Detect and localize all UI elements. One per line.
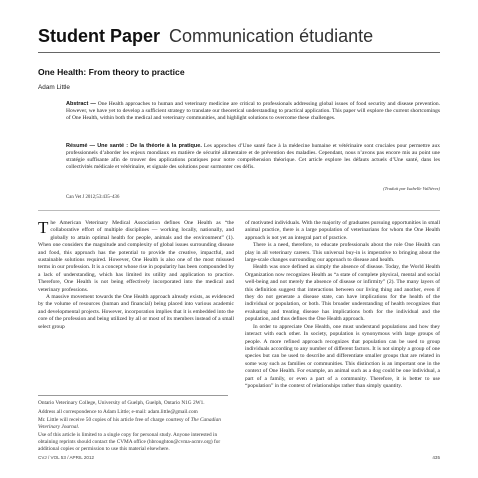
footnote-usage: Use of this article is limited to a single copy for personal study. Anyone interested in obtaining reprints should contact the CVMA office (hbroughton@cvma-acmv.org) for additional copies or permission to use this material elsewhere. [38,432,221,452]
footnote-reprints: Mr. Little will receive 50 copies of his article free of charge courtesy of The Canadian Veterinary Journal. [38,417,221,430]
article-author: Adam Little [38,84,70,91]
section-title-french: Communication étudiante [169,26,374,46]
body-paragraph: Health was once defined as simply the absence of disease. Today, the World Health Organization now recognizes Health as “a state of complete physical, mental and social well-being and not merely the absence of disease or infirmity” (2). The many layers of this definition suggest that interactions between our living thing and another, even if they do not generate a disease state, can have implications for the health of the individual or population, or both. This broader understanding of health recognizes that evaluating and treating disease has implications both for the individual and the population, and thus defines the One Health approach. [245,264,440,323]
section-title-english: Student Paper [38,26,161,46]
translator-credit: (Traduit par Isabelle Vallières) [383,186,440,191]
body-column-left [38,220,234,331]
page-number: 435 [432,455,440,460]
body-divider [38,210,440,211]
article-title: One Health: From theory to practice [38,67,185,77]
body-paragraph: The American Veterinary Medical Association defines One Health as “the collaborative effort of multiple disciplines — working locally, nationally, and globally to attain optimal health for people, animals and the environment” (1). When one considers the magnitude and complexity of global issues surrounding disease and food, this approach has the potential to provide the creative, impactful, and sustainable solutions required. However, One Health is also one of the most misused terms in our profession. It is a concept whose rise in popularity has been compounded by a lack of understanding, which has limited its utility and application to practice. Therefore, One Health is not being effectively incorporated into the medical and veterinary professions. [38,218,234,293]
abstract-french-lead: Résumé — Une santé : De la théorie à la pratique. [66,143,202,149]
abstract-french-text: Les approches d’Une santé face à la médecine humaine et vétérinaire sont cruciales pour permettre aux professionnels d’aborder les enjeux mondiaux en matière de sécurité alimentaire et de prévention des maladies. Cependant, nous n’avons pas encore mis au point une stratégie suffisante afin de trouver des applications pratiques pour notre compréhension théorique. Cet article explore les défauts actuels d’Une santé, dans les collectivités médicale et vétérinaire, et signale des solutions pour surmonter ces défis. [66,143,440,171]
abstract-english-text: One Health approaches to human and veterinary medicine are critical to professionals addressing global issues of food security and disease prevention. However, we have yet to develop a sufficient strategy to translate our theoretical understanding to practical application. This paper will explore the current shortcomings of One Health, within both the medical and veterinary communities, and highlight solutions to overcome these challenges. [66,101,441,122]
footnotes [38,400,234,454]
page-footer [38,455,440,460]
body-paragraph: A massive movement towards the One Health approach already exists, as evidenced by the volume of resources (human and financial) being placed into various academic and developmental projects. However, incorporation implies that it is embedded into the core of the profession and being utilized by all or most of its members instead of a small select group [38,294,234,330]
section-header [38,26,373,47]
footnote-address: Address all correspondence to Adam Little; e-mail: adam.little@gmail.com [38,408,198,415]
abstract-french [66,143,440,171]
journal-citation: Can Vet J 2012;53:435–436 [66,195,120,200]
body-paragraph: There is a need, therefore, to educate professionals about the role One Health can play in all veterinary careers. This universal buy-in is imperative to bringing about the large-scale changes surrounding our approach to disease and health. [245,242,440,264]
header-divider [38,52,440,53]
drop-cap: T [38,218,49,237]
body-paragraph: of motivated individuals. With the majority of graduates pursuing opportunities in small animal practice, there is a large population of veterinarians for whom the One Health approach is not yet an integral part of practice. [245,220,440,241]
body-column-right [245,220,440,390]
body-paragraph: In order to appreciate One Health, one must understand populations and how they interact with each other. In society, population is synonymous with large groups of people. A more refined approach recognizes that population can be used to group individuals according to any number of different factors. It is not simply a group of one species but can be used to describe and differentiate smaller groups that are related in some way such as families or communities. This distinction is an important one in the context of One Health. For example, an animal such as a dog could be one individual, a part of a family, or even a part of a community. Therefore, it is better to use “population” in the context of relationships rather than simply quantity. [245,323,440,389]
abstract-english [66,101,440,122]
abstract-english-lead: Abstract — [66,101,96,107]
journal-issue: CVJ / VOL 53 / APRIL 2012 [38,455,95,460]
footnote-divider [38,395,228,396]
footnote-affiliation: Ontario Veterinary College, University of Guelph, Guelph, Ontario N1G 2W1. [38,400,205,406]
